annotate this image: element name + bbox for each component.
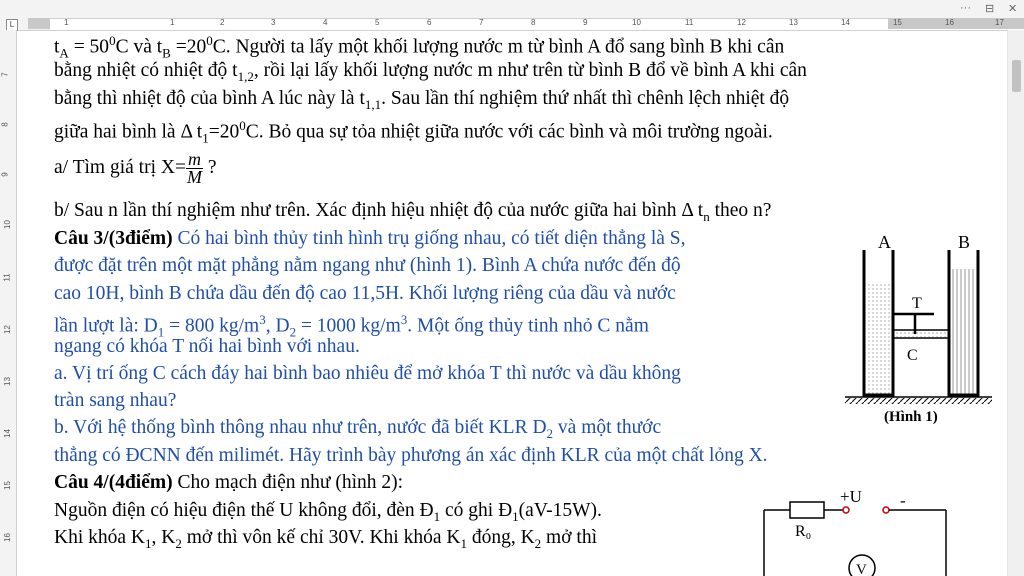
vertical-ruler — [0, 30, 17, 576]
left-margin-area — [28, 18, 50, 29]
text-line: Khi khóa $K_1$, $K_2$ mở thì vôn kế chỉ 30V. Khi khóa $K_1$ đóng, $K_2$ mở thì — [54, 527, 597, 551]
vruler-number: 7 — [0, 72, 10, 77]
question-a: a/ Tìm giá trị X= $\frac{m}{M}$ ? — [54, 149, 217, 188]
figure-1-caption: (Hình 1) — [884, 409, 938, 425]
text-line: a. Vị trí ống C cách đáy hai bình bao nhiêu để mở khóa T thì nước và dầu không — [54, 363, 681, 384]
figure-2-circuit — [760, 486, 950, 576]
text-line: lần lượt là: $D_1 = 800$ $kg/m^3$, $D_2 = 1000$ $kg/m^3$. Một ống thủy tinh nhỏ C nằm — [54, 312, 649, 340]
vruler-number: 10 — [2, 220, 12, 229]
vruler-number: 8 — [0, 122, 10, 127]
ruler-number: 9 — [583, 18, 588, 27]
ground — [845, 398, 992, 404]
label-u: +U — [840, 487, 862, 506]
vruler-number: 9 — [0, 172, 10, 177]
question-4-heading: Câu 4/(4điểm) — [54, 472, 173, 493]
ruler-number: 6 — [427, 18, 432, 27]
text-line: ngang có khóa T nối hai bình với nhau. — [54, 336, 360, 357]
close-icon[interactable]: ✕ — [1008, 3, 1018, 15]
horizontal-ruler — [0, 0, 1024, 31]
text-line: cao 10H, bình B chứa dầu đến độ cao 11,5H. Khối lượng riêng của dầu và nước — [54, 283, 676, 304]
ruler-number: 12 — [737, 18, 746, 27]
label-c: C — [907, 347, 918, 364]
ruler-number: 7 — [479, 18, 484, 27]
text-line: Câu 4/(4điểm) Cho mạch điện như (hình 2): — [54, 472, 404, 493]
text-line: Nguồn điện có hiệu điện thế U không đổi, đèn $Đ_1$ có ghi $Đ_1(aV-15W)$. — [54, 500, 602, 524]
ruler-number: 10 — [632, 18, 641, 27]
ruler-bar[interactable] — [50, 18, 1024, 30]
vruler-number: 16 — [2, 533, 12, 542]
ruler-number: 14 — [841, 18, 850, 27]
ruler-number: 2 — [220, 18, 225, 27]
text-line: tràn sang nhau? — [54, 390, 177, 411]
vruler-number: 15 — [2, 481, 12, 490]
vruler-number: 11 — [2, 273, 12, 282]
ruler-number: 11 — [685, 18, 694, 27]
text-line: $t_A = 50^0C$ và $t_B =20^0C$. Người ta lấy một khối lượng nước m từ bình A đổ sang bình B khi cân — [54, 33, 785, 61]
terminal-minus — [883, 507, 889, 513]
label-minus: - — [900, 491, 906, 510]
vruler-number: 12 — [2, 325, 12, 334]
more-options-icon[interactable]: ··· — [960, 2, 971, 14]
text-line: thẳng có ĐCNN đến milimét. Hãy trình bày phương án xác định KLR của một chất lỏng X. — [54, 445, 768, 466]
tube-c — [893, 331, 949, 337]
water-fill — [864, 283, 893, 395]
vruler-number: 14 — [2, 429, 12, 438]
resistor-r0 — [790, 502, 824, 518]
text-line: bằng nhiệt có nhiệt độ $t_{1,2}$, rồi lại lấy khối lượng nước m như trên từ bình B đổ về bình A khi cân — [54, 60, 807, 84]
tab-stop-selector[interactable]: L — [6, 19, 18, 31]
label-t: T — [912, 295, 922, 312]
ruler-number: 17 — [995, 18, 1004, 27]
text-line: giữa hai bình là Δ $t_1=20^0C$. Bỏ qua sự tỏa nhiệt giữa nước với các bình và môi trường ngoài. — [54, 118, 773, 146]
ruler-number: 4 — [323, 18, 328, 27]
figure-1-diagram — [840, 228, 992, 428]
text-line: Câu 3/(3điểm) Có hai bình thủy tinh hình trụ giống nhau, có tiết diện thẳng là S, — [54, 228, 686, 249]
ruler-number: 1 — [64, 18, 69, 27]
ruler-number: 8 — [531, 18, 536, 27]
ruler-number: 5 — [375, 18, 380, 27]
vruler-number: 13 — [2, 377, 12, 386]
label-a: A — [878, 232, 891, 252]
fraction: $\frac{m}{M}$ — [186, 149, 202, 188]
text-line: bằng thì nhiệt độ của bình A lúc này là $t_{1,1}$. Sau lần thí nghiệm thứ nhất thì chênh lệch nhiệt độ — [54, 88, 790, 112]
label-v: V — [856, 562, 867, 576]
label-r0: R₀ — [795, 523, 812, 540]
text-line: b. Với hệ thống bình thông nhau như trên, nước đã biết KLR $D_2$ và một thước — [54, 417, 662, 441]
ruler-number: 3 — [271, 18, 276, 27]
scrollbar-thumb[interactable] — [1012, 60, 1021, 92]
question-3-heading: Câu 3/(3điểm) — [54, 228, 173, 249]
question-b: b/ Sau n lần thí nghiệm như trên. Xác định hiệu nhiệt độ của nước giữa hai bình Δ $t_n$ theo n? — [54, 200, 772, 224]
ruler-number: 13 — [789, 18, 798, 27]
label-b: B — [958, 232, 971, 252]
restore-icon[interactable]: ⊟ — [985, 3, 995, 15]
oil-fill — [949, 269, 978, 395]
terminal-plus — [843, 507, 849, 513]
vertical-scrollbar[interactable] — [1008, 30, 1024, 576]
text-line: được đặt trên một mặt phẳng nằm ngang như (hình 1). Bình A chứa nước đến độ — [54, 255, 681, 276]
ruler-number: 15 — [893, 18, 902, 27]
ruler-number: 16 — [945, 18, 954, 27]
ruler-number: 1 — [170, 18, 175, 27]
